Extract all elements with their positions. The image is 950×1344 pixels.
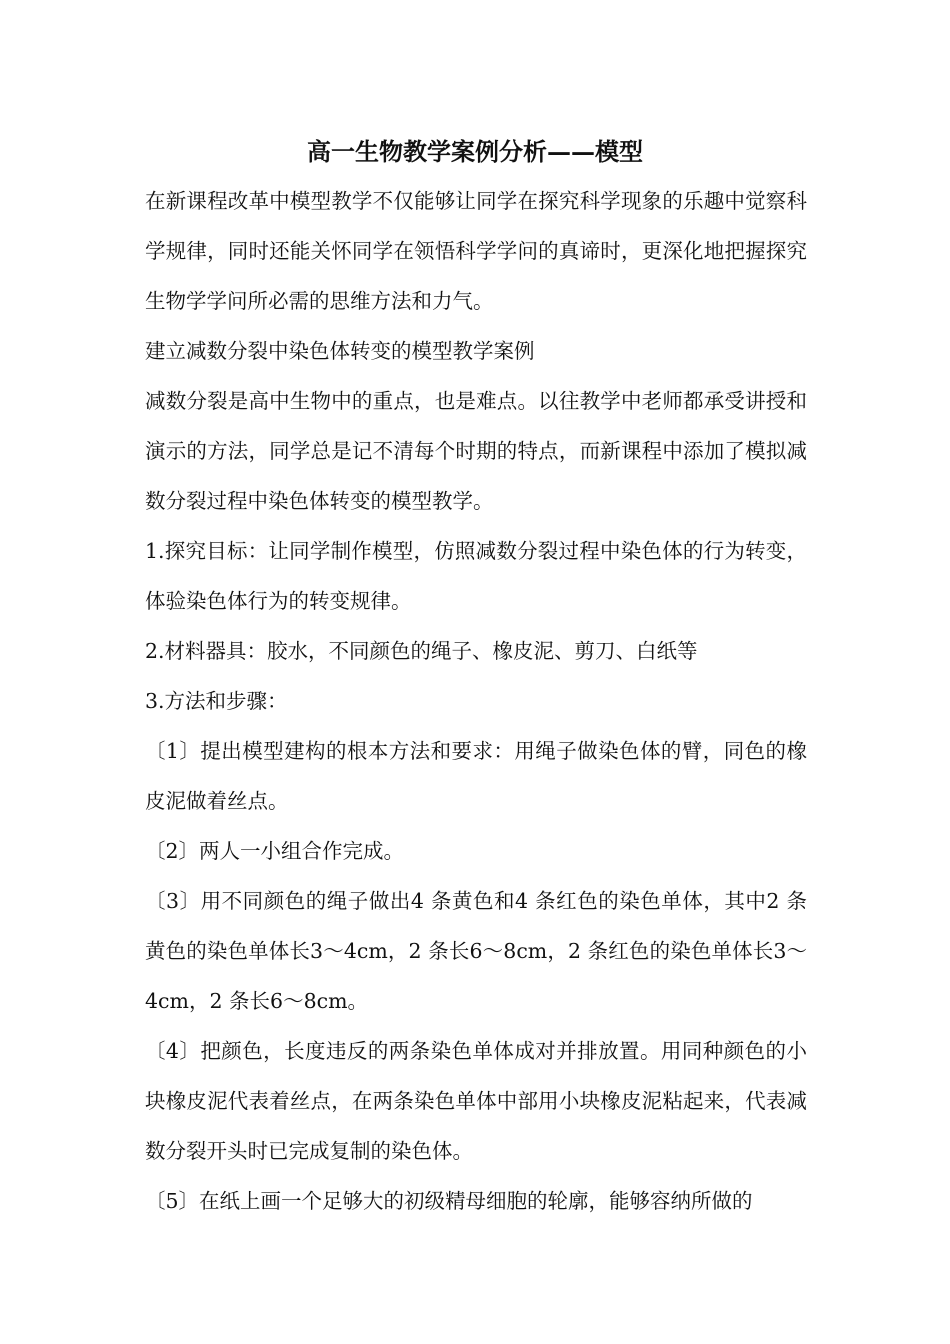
paragraph-case-heading: 建立减数分裂中染色体转变的模型教学案例: [145, 339, 535, 363]
paragraph-step-2: 〔2〕两人一小组合作完成。: [145, 839, 405, 863]
paragraph-goal: 1.探究目标：让同学制作模型，仿照减数分裂过程中染色体的行为转变，体验染色体行为的转变规律。: [145, 539, 807, 613]
paragraph-step-5: 〔5〕在纸上画一个足够大的初级精母细胞的轮廓，能够容纳所做的: [145, 1189, 753, 1213]
document-body: [145, 176, 807, 1226]
paragraph-background: 减数分裂是高中生物中的重点，也是难点。以往教学中老师都承受讲授和演示的方法，同学总是记不清每个时期的特点，而新课程中添加了模拟减数分裂过程中染色体转变的模型教学。: [145, 389, 807, 513]
document-title: 高一生物教学案例分析——模型: [307, 137, 643, 166]
paragraph-method-heading: 3.方法和步骤：: [145, 689, 288, 713]
paragraph-intro: 在新课程改革中模型教学不仅能够让同学在探究科学现象的乐趣中觉察科学规律，同时还能关怀同学在领悟科学学问的真谛时，更深化地把握探究生物学学问所必需的思维方法和力气。: [145, 189, 807, 313]
paragraph-materials: 2.材料器具：胶水，不同颜色的绳子、橡皮泥、剪刀、白纸等: [145, 639, 698, 663]
paragraph-step-3: 〔3〕用不同颜色的绳子做出4 条黄色和4 条红色的染色单体，其中2 条黄色的染色单体长3～4cm，2 条长6～8cm，2 条红色的染色单体长3～4cm，2 条长6～8cm。: [145, 889, 807, 1013]
paragraph-step-4: 〔4〕把颜色，长度违反的两条染色单体成对并排放置。用同种颜色的小块橡皮泥代表着丝点，在两条染色单体中部用小块橡皮泥粘起来，代表减数分裂开头时已完成复制的染色体。: [145, 1039, 807, 1163]
paragraph-step-1: 〔1〕提出模型建构的根本方法和要求：用绳子做染色体的臂，同色的橡皮泥做着丝点。: [145, 739, 807, 813]
